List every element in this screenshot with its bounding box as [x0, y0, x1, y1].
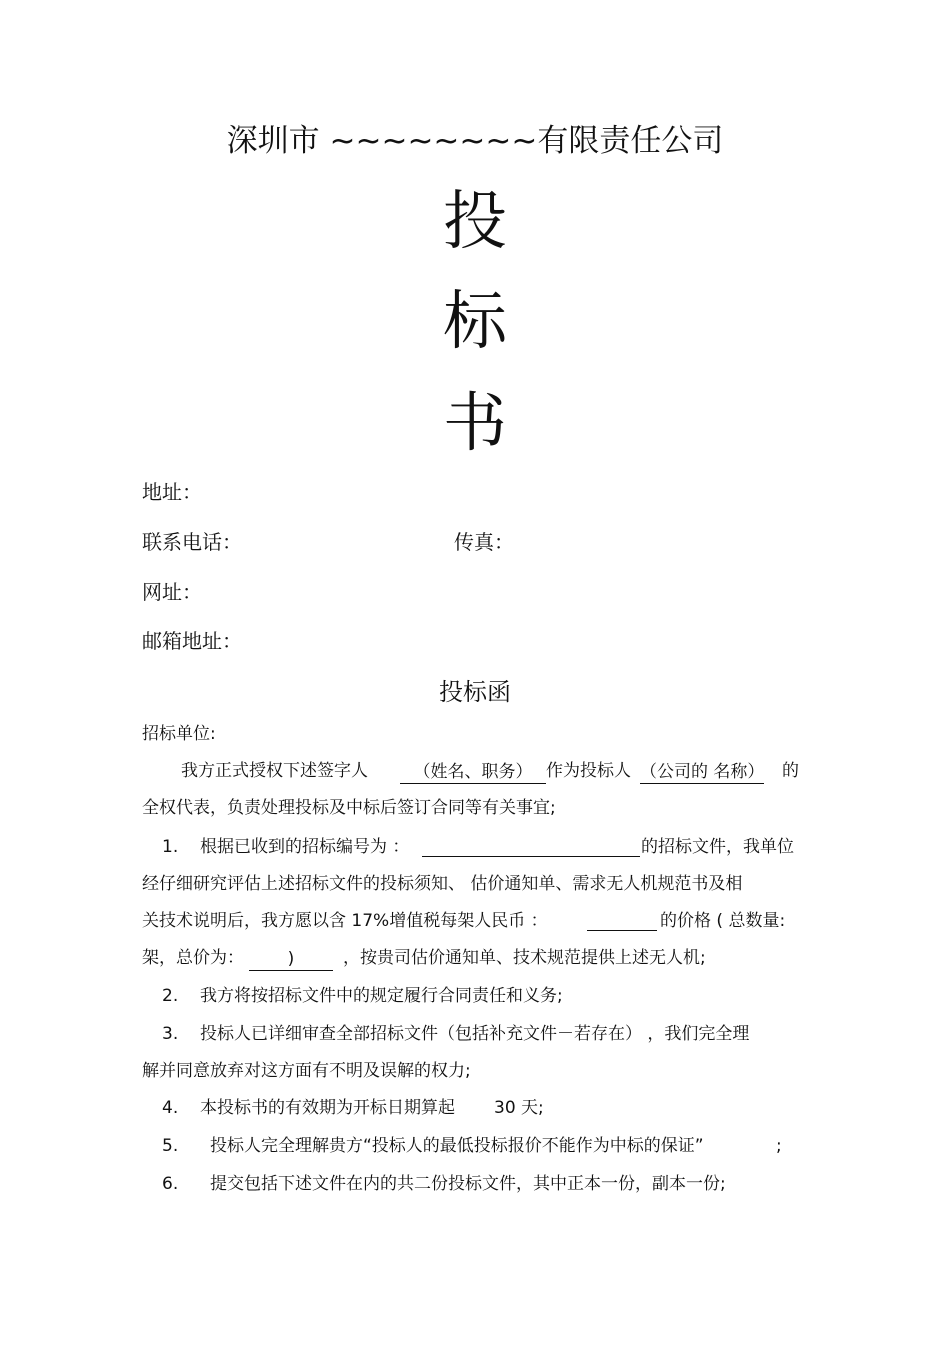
item2-text: 我方将按招标文件中的规定履行合同责任和义务;: [200, 986, 563, 1006]
email-label: 邮箱地址：: [142, 629, 242, 653]
validity-days: 30 天;: [494, 1098, 544, 1118]
authorization-text-cont: 全权代表，负责处理投标及中标后签订合同等有关事宜;: [142, 798, 556, 818]
item1-text-d: 关技术说明后，我方愿以含 17%增值税每架人民币 ：: [142, 911, 548, 931]
item6-text: 提交包括下述文件在内的共二份投标文件，其中正本一份，副本一份;: [210, 1174, 726, 1194]
total-price-paren: ): [249, 950, 333, 971]
website-label: 网址：: [142, 580, 202, 604]
item1-number: 1.: [162, 837, 179, 857]
item5-number: 5.: [162, 1136, 179, 1156]
authorization-text-end: 的: [782, 761, 799, 781]
tender-number-blank: [422, 856, 640, 857]
phone-label: 联系电话：: [142, 530, 242, 554]
company-name: 深圳市 ~~~~~~~~有限责任公司: [226, 123, 724, 159]
item3-text-a: 投标人已详细审查全部招标文件（包括补充文件－若存在） ，我们完全理: [200, 1024, 750, 1044]
item1-text-a: 根据已收到的招标编号为 ：: [200, 837, 410, 857]
total-price-blank: [249, 950, 333, 971]
authorization-text: 我方正式授权下述签字人: [181, 761, 368, 781]
item6-number: 6.: [162, 1174, 179, 1194]
fax-label: 传真：: [454, 530, 514, 554]
bidder-company-name-text: （公司的 名称）: [640, 762, 765, 782]
item1-text-b: 的招标文件，我单位: [641, 837, 794, 857]
item3-number: 3.: [162, 1024, 179, 1044]
item3-text-b: 解并同意放弃对这方面有不明及误解的权力;: [142, 1061, 471, 1081]
item1-text-c: 经仔细研究评估上述招标文件的投标须知、 估价通知单、需求无人机规范书及相: [142, 874, 743, 894]
title-char-biao: 标: [443, 285, 507, 359]
item1-text-f: 架，总价为：: [142, 948, 244, 968]
title-char-shu: 书: [443, 387, 507, 461]
item1-text-h: ，按贵司估价通知单、技术规范提供上述无人机;: [343, 948, 706, 968]
bidder-company-name: [640, 763, 764, 784]
bidder-text: 作为投标人: [546, 761, 631, 781]
item2-number: 2.: [162, 986, 179, 1006]
item1-text-e: 的价格 ( 总数量:: [660, 911, 786, 931]
signatory-name-role: [400, 763, 546, 784]
item4-number: 4.: [162, 1098, 179, 1118]
letter-title: 投标函: [439, 678, 511, 706]
item5-text: 投标人完全理解贵方“投标人的最低投标报价不能作为中标的保证”: [210, 1136, 704, 1156]
address-label: 地址：: [142, 480, 202, 504]
item4-text: 本投标书的有效期为开标日期算起: [200, 1098, 455, 1118]
unit-price-blank: [587, 930, 657, 931]
recipient-label: 招标单位:: [142, 724, 216, 744]
title-char-tou: 投: [443, 185, 507, 259]
item5-end: ;: [776, 1136, 782, 1156]
signatory-name-role-text: （姓名、职务）: [400, 763, 546, 784]
